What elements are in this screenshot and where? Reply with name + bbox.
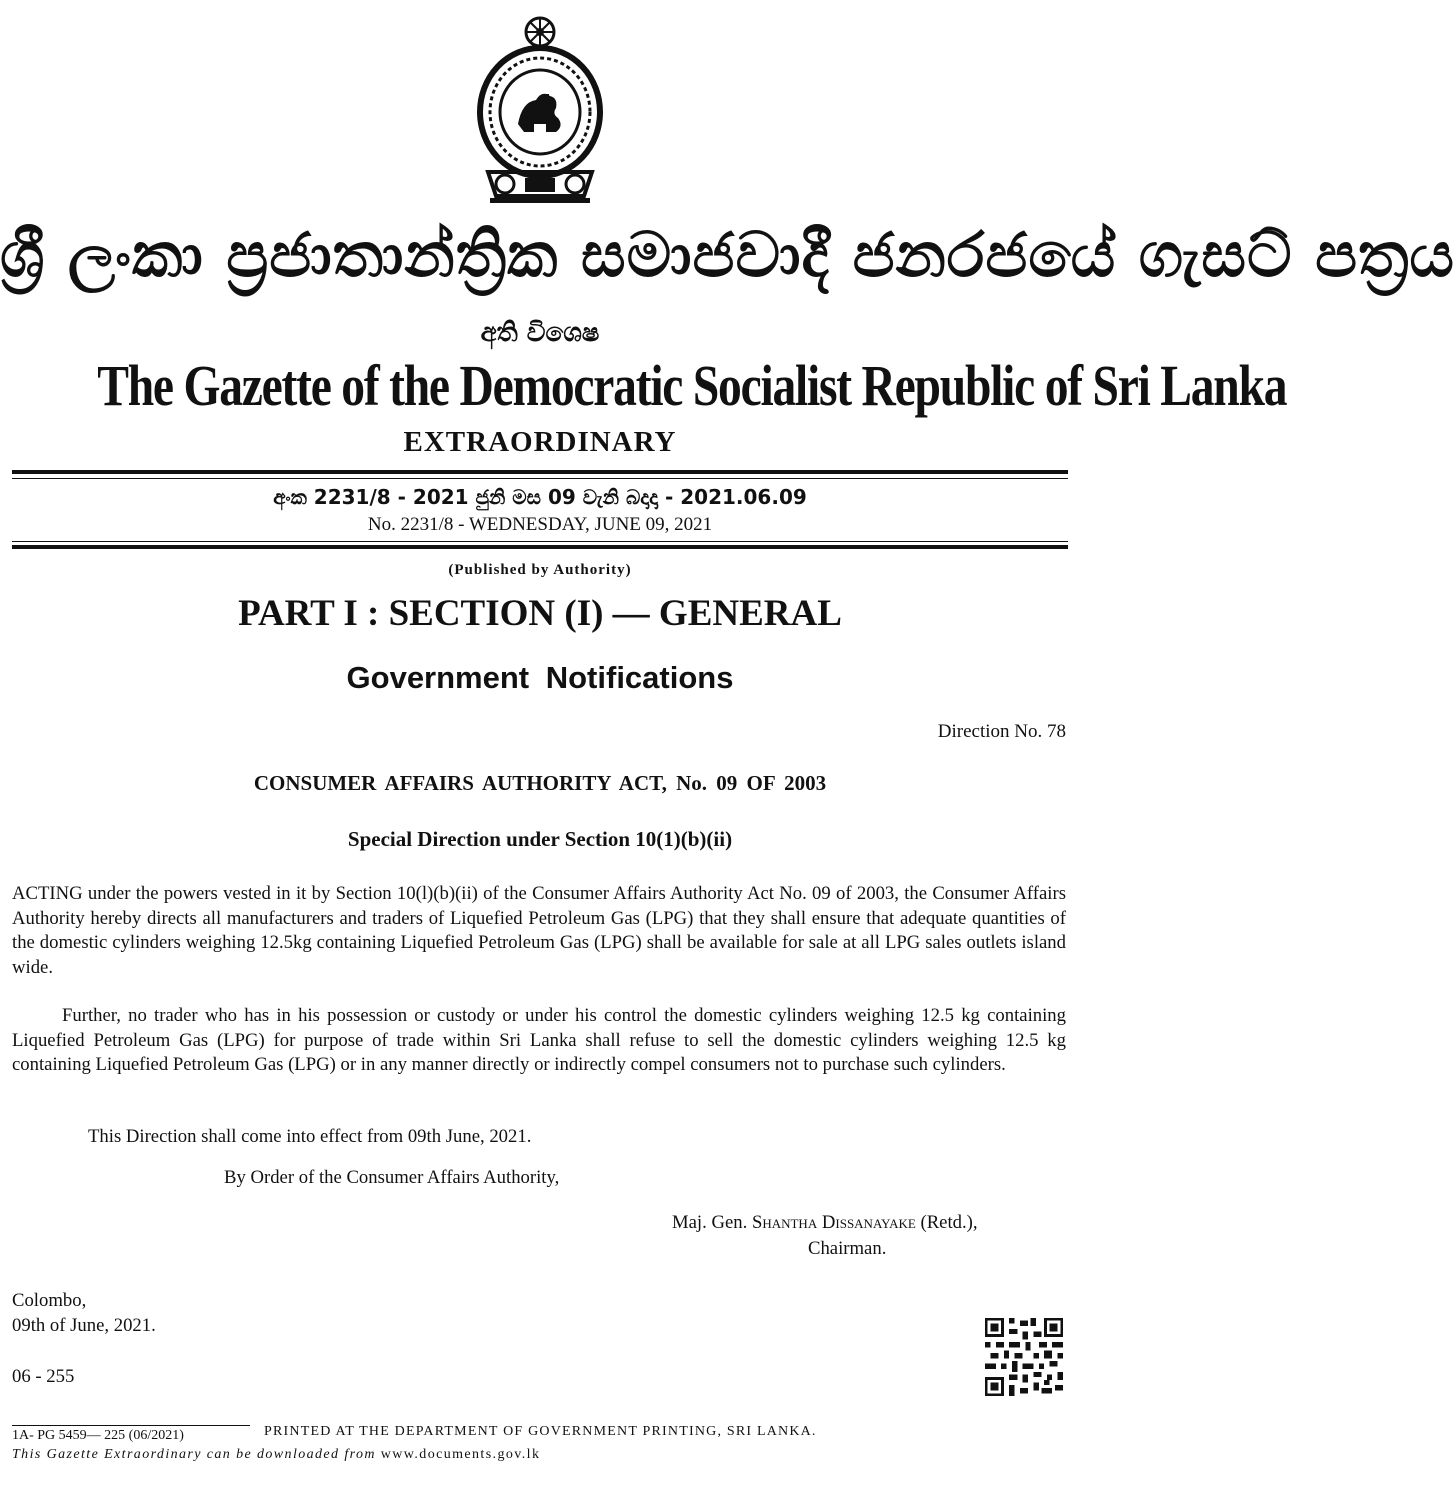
- body-paragraph: Further, no trader who has in his possession or custody or under his control the domestic cylinders weighing 12.5 kg containing Liquefied Petroleum Gas (LPG) for purpose of trade within Sri Lanka shall refuse to sell the domestic cylinders weighing 12.5 kg containing Liquefied Petroleum Gas (LPG) or in any manner directly or indirectly compel consumers not to purchase such cylinders.: [12, 1005, 1066, 1075]
- print-code: 1A- PG 5459— 225 (06/2021): [12, 1428, 184, 1443]
- part-section-heading: PART I : SECTION (I) — GENERAL: [238, 593, 842, 634]
- signatory-suffix: (Retd.),: [915, 1212, 978, 1233]
- sinhala-gazette-title: ශ්‍රී ලංකා ප්‍රජාතාන්ත්‍රික සමාජවාදී ජනරජයේ ගැසට් පත්‍රය: [0, 218, 1455, 291]
- issue-line-english: No. 2231/8 - WEDNESDAY, JUNE 09, 2021: [367, 514, 713, 535]
- gazette-title: The Gazette of the Democratic Socialist Republic of Sri Lanka: [97, 353, 1287, 418]
- national-emblem-icon: [470, 12, 610, 212]
- issue-line-sinhala: අංක 2231/8 - 2021 ජුනි මස 09 වැනි බදාදා - 2021.06.09: [273, 485, 807, 509]
- date: 09th of June, 2021.: [12, 1315, 156, 1336]
- download-link[interactable]: www.documents.gov.lk: [380, 1447, 541, 1462]
- download-notice: [12, 1447, 540, 1463]
- by-order-line: By Order of the Consumer Affairs Authority,: [224, 1167, 560, 1188]
- issue-divider-thick: [12, 545, 1068, 549]
- special-direction-heading: Special Direction under Section 10(1)(b)(ii): [347, 827, 733, 851]
- issue-divider-thin: [12, 541, 1068, 542]
- published-by-authority: (Published by Authority): [448, 562, 632, 578]
- footer-divider: [12, 1425, 250, 1426]
- signatory-designation: Chairman.: [808, 1238, 887, 1259]
- act-title: CONSUMER AFFAIRS AUTHORITY ACT, No. 09 OF 2003: [253, 771, 827, 795]
- qr-code-icon: [985, 1318, 1063, 1396]
- extraordinary-label: EXTRAORDINARY: [403, 426, 677, 458]
- header-divider-thin: [12, 478, 1068, 479]
- signatory: [672, 1212, 978, 1234]
- header-divider-top: [12, 470, 1068, 474]
- reference-number: 06 - 255: [12, 1366, 75, 1387]
- government-notifications-heading: Government Notifications: [346, 660, 734, 695]
- direction-number: Direction No. 78: [937, 721, 1066, 742]
- body-paragraph: ACTING under the powers vested in it by Section 10(l)(b)(ii) of the Consumer Affairs Authority Act No. 09 of 2003, the Consumer Affairs Authority hereby directs all manufacturers and traders of Liquefied Petroleum Gas (LPG) that they shall ensure that adequate quantities of the domestic cylinders weighing 12.5kg containing Liquefied Petroleum Gas (LPG) shall be available for sale at all LPG sales outlets island wide.: [12, 883, 1066, 978]
- printer-line: PRINTED AT THE DEPARTMENT OF GOVERNMENT PRINTING, SRI LANKA.: [264, 1424, 817, 1439]
- download-text: This Gazette Extraordinary can be downloaded from: [12, 1447, 381, 1462]
- effective-date-paragraph: This Direction shall come into effect from 09th June, 2021.: [88, 1126, 532, 1147]
- signatory-rank: Maj. Gen.: [672, 1212, 752, 1233]
- signatory-name: Shantha Dissanayake: [751, 1212, 916, 1233]
- sinhala-extraordinary-label: අති විශෙෂ: [480, 318, 600, 348]
- place: Colombo,: [12, 1290, 87, 1311]
